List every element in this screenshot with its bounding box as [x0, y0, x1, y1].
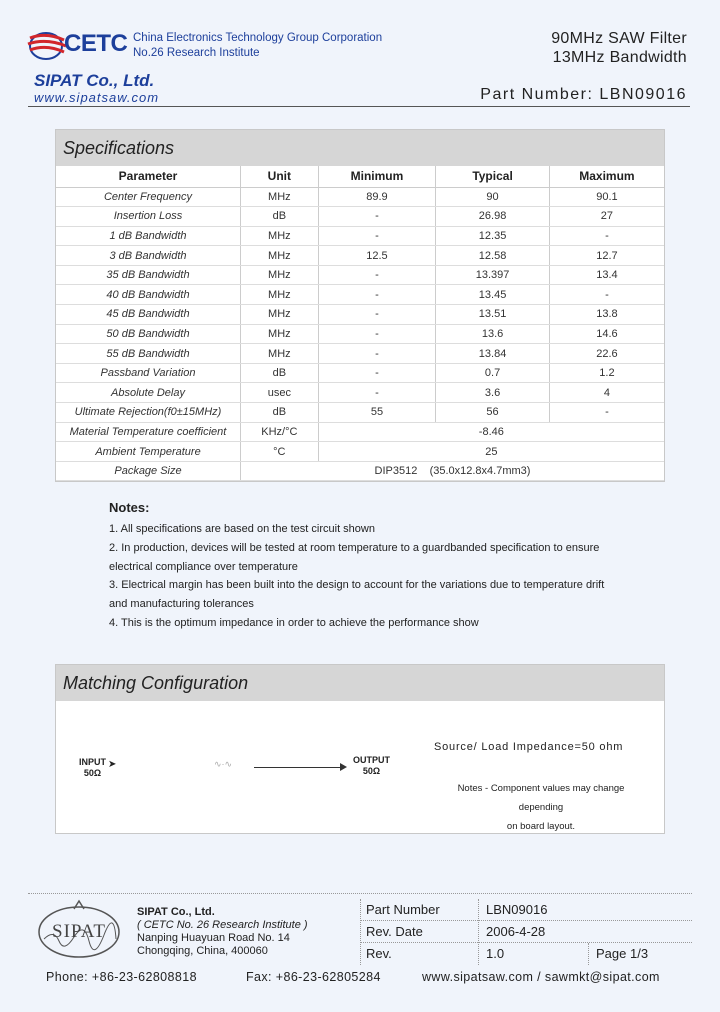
- spec-row: [56, 344, 664, 364]
- col-maximum: Maximum: [549, 166, 664, 187]
- matching-note-line: Notes - Component values may change depending: [457, 783, 625, 813]
- max-cell: 90.1: [549, 187, 664, 207]
- min-cell: -: [318, 285, 436, 305]
- company-name: SIPAT Co., Ltd.: [34, 71, 155, 90]
- package-value-cell: DIP3512 (35.0x12.8x4.7mm3): [241, 461, 665, 481]
- unit-cell: MHz: [241, 305, 319, 325]
- col-minimum: Minimum: [318, 166, 436, 187]
- spec-row: [56, 187, 664, 207]
- org-name: China Electronics Technology Group Corporation: [133, 32, 383, 44]
- unit-cell: dB: [241, 207, 319, 227]
- footer-divider: [28, 893, 692, 894]
- sipat-seal-logo-icon: [34, 899, 124, 961]
- min-cell: -: [318, 363, 436, 383]
- spec-row: [56, 422, 664, 442]
- spec-row: [56, 246, 664, 266]
- min-cell: -: [318, 265, 436, 285]
- rev-date-value: 2006-4-28: [486, 924, 546, 939]
- value-cell: 25: [318, 442, 664, 462]
- specifications-section: [55, 129, 665, 482]
- unit-cell: dB: [241, 403, 319, 423]
- unit-cell: MHz: [241, 324, 319, 344]
- output-impedance: 50Ω: [362, 766, 381, 776]
- part-number-value: LBN09016: [486, 902, 548, 917]
- min-cell: 89.9: [318, 187, 436, 207]
- param-cell: 3 dB Bandwidth: [56, 246, 241, 266]
- spec-row: [56, 207, 664, 227]
- unit-cell: MHz: [241, 187, 319, 207]
- min-cell: -: [318, 305, 436, 325]
- header-divider: [28, 106, 690, 107]
- phone-number: Phone: +86-23-62808818: [46, 970, 197, 984]
- typ-cell: 13.84: [436, 344, 550, 364]
- spec-table: [56, 166, 664, 481]
- revision-table-border: [588, 943, 589, 965]
- footer-company: SIPAT Co., Ltd.: [137, 906, 215, 918]
- org-institute: No.26 Research Institute: [133, 47, 260, 59]
- typ-cell: 13.45: [436, 285, 550, 305]
- param-cell: Insertion Loss: [56, 207, 241, 227]
- connection-line: [254, 767, 344, 768]
- input-port: [79, 757, 106, 779]
- col-typical: Typical: [436, 166, 550, 187]
- part-number-key: Part Number: [366, 902, 440, 917]
- max-cell: 13.4: [549, 265, 664, 285]
- unit-cell: dB: [241, 363, 319, 383]
- revision-row-rev: [360, 943, 692, 965]
- typ-cell: 13.6: [436, 324, 550, 344]
- param-cell: 55 dB Bandwidth: [56, 344, 241, 364]
- matching-note-line: on board layout.: [506, 821, 576, 832]
- spec-row-package: [56, 461, 664, 481]
- header-part-number: Part Number: LBN09016: [480, 86, 687, 103]
- filter-symbol-icon: ∿·∿: [214, 759, 233, 769]
- param-cell: 1 dB Bandwidth: [56, 226, 241, 246]
- param-cell: 35 dB Bandwidth: [56, 265, 241, 285]
- spec-row: [56, 363, 664, 383]
- min-cell: 12.5: [318, 246, 436, 266]
- min-cell: -: [318, 324, 436, 344]
- unit-cell: MHz: [241, 226, 319, 246]
- footer-address-line1: Nanping Huayuan Road No. 14: [137, 932, 290, 944]
- max-cell: 4: [549, 383, 664, 403]
- unit-cell: MHz: [241, 285, 319, 305]
- min-cell: -: [318, 344, 436, 364]
- rev-key: Rev.: [366, 946, 392, 961]
- notes-title: Notes:: [109, 500, 150, 515]
- output-label: OUTPUT: [353, 755, 390, 765]
- web-email: www.sipatsaw.com / sawmkt@sipat.com: [422, 970, 660, 984]
- param-cell: Absolute Delay: [56, 383, 241, 403]
- product-bandwidth: 13MHz Bandwidth: [552, 49, 687, 66]
- document-footer: [28, 893, 692, 963]
- unit-cell: usec: [241, 383, 319, 403]
- unit-cell: MHz: [241, 265, 319, 285]
- note-line: and manufacturing tolerances: [109, 598, 254, 611]
- unit-cell: MHz: [241, 344, 319, 364]
- footer-address-line2: Chongqing, China, 400060: [137, 945, 268, 957]
- spec-row: [56, 285, 664, 305]
- rev-date-key: Rev. Date: [366, 924, 423, 939]
- source-load-impedance: Source/ Load Impedance=50 ohm: [434, 741, 624, 753]
- typ-cell: 12.58: [436, 246, 550, 266]
- spec-header-row: [56, 166, 664, 187]
- param-cell: 40 dB Bandwidth: [56, 285, 241, 305]
- output-arrow-icon: [340, 763, 347, 771]
- notes-block: [109, 500, 669, 633]
- note-line: 3. Electrical margin has been built into the design to account for the variations due to temperature drift: [109, 579, 605, 592]
- fax-number: Fax: +86-23-62805284: [246, 970, 381, 984]
- rev-value: 1.0: [486, 946, 505, 961]
- typ-cell: 0.7: [436, 363, 550, 383]
- note-line: 2. In production, devices will be tested at room temperature to a guardbanded specification to ensure: [109, 541, 600, 554]
- spec-row: [56, 324, 664, 344]
- input-label: INPUT: [79, 757, 106, 767]
- footer-institute: ( CETC No. 26 Research Institute ): [137, 919, 308, 931]
- typ-cell: 12.35: [436, 226, 550, 246]
- note-line: electrical compliance over temperature: [109, 560, 298, 573]
- unit-cell: °C: [241, 442, 319, 462]
- cetc-logo-text: CETC: [64, 30, 128, 57]
- max-cell: -: [549, 403, 664, 423]
- max-cell: 12.7: [549, 246, 664, 266]
- param-cell: 45 dB Bandwidth: [56, 305, 241, 325]
- min-cell: -: [318, 207, 436, 227]
- cetc-logo-icon: [26, 28, 68, 62]
- typ-cell: 13.397: [436, 265, 550, 285]
- col-unit: Unit: [241, 166, 319, 187]
- param-cell: Ambient Temperature: [56, 442, 241, 462]
- spec-row: [56, 265, 664, 285]
- input-impedance: 50Ω: [83, 768, 102, 778]
- note-line: 4. This is the optimum impedance in order to achieve the performance show: [109, 616, 479, 629]
- typ-cell: 13.51: [436, 305, 550, 325]
- spec-row: [56, 403, 664, 423]
- max-cell: 1.2: [549, 363, 664, 383]
- spec-row: [56, 442, 664, 462]
- unit-cell: MHz: [241, 246, 319, 266]
- typ-cell: 90: [436, 187, 550, 207]
- col-parameter: Parameter: [56, 166, 241, 187]
- min-cell: -: [318, 383, 436, 403]
- matching-notes: [436, 779, 646, 836]
- max-cell: 13.8: [549, 305, 664, 325]
- max-cell: 22.6: [549, 344, 664, 364]
- max-cell: 27: [549, 207, 664, 227]
- max-cell: -: [549, 226, 664, 246]
- revision-table: [360, 899, 692, 965]
- param-cell: 50 dB Bandwidth: [56, 324, 241, 344]
- value-cell: -8.46: [318, 422, 664, 442]
- seal-text: SIPAT: [52, 921, 106, 942]
- document-header: [0, 0, 720, 110]
- input-arrow-icon: ➤: [108, 759, 117, 770]
- matching-section: [55, 664, 665, 834]
- param-cell: Passband Variation: [56, 363, 241, 383]
- company-website: www.sipatsaw.com: [34, 90, 160, 105]
- matching-title: Matching Configuration: [56, 665, 664, 701]
- param-cell: Material Temperature coefficient: [56, 422, 241, 442]
- param-cell: Center Frequency: [56, 187, 241, 207]
- output-port: [353, 755, 390, 777]
- spec-row: [56, 305, 664, 325]
- specifications-title: Specifications: [56, 130, 664, 166]
- note-line: 1. All specifications are based on the test circuit shown: [109, 523, 375, 535]
- min-cell: 55: [318, 403, 436, 423]
- typ-cell: 3.6: [436, 383, 550, 403]
- spec-row: [56, 383, 664, 403]
- max-cell: -: [549, 285, 664, 305]
- typ-cell: 26.98: [436, 207, 550, 227]
- param-cell: Ultimate Rejection(f0±15MHz): [56, 403, 241, 423]
- unit-cell: KHz/°C: [241, 422, 319, 442]
- revision-row-date: [360, 921, 692, 943]
- product-title: 90MHz SAW Filter: [551, 30, 687, 47]
- matching-diagram: [56, 701, 664, 833]
- min-cell: -: [318, 226, 436, 246]
- revision-row-part: [360, 899, 692, 921]
- max-cell: 14.6: [549, 324, 664, 344]
- page-indicator: Page 1/3: [596, 946, 649, 961]
- typ-cell: 56: [436, 403, 550, 423]
- spec-row: [56, 226, 664, 246]
- param-cell: Package Size: [56, 461, 241, 481]
